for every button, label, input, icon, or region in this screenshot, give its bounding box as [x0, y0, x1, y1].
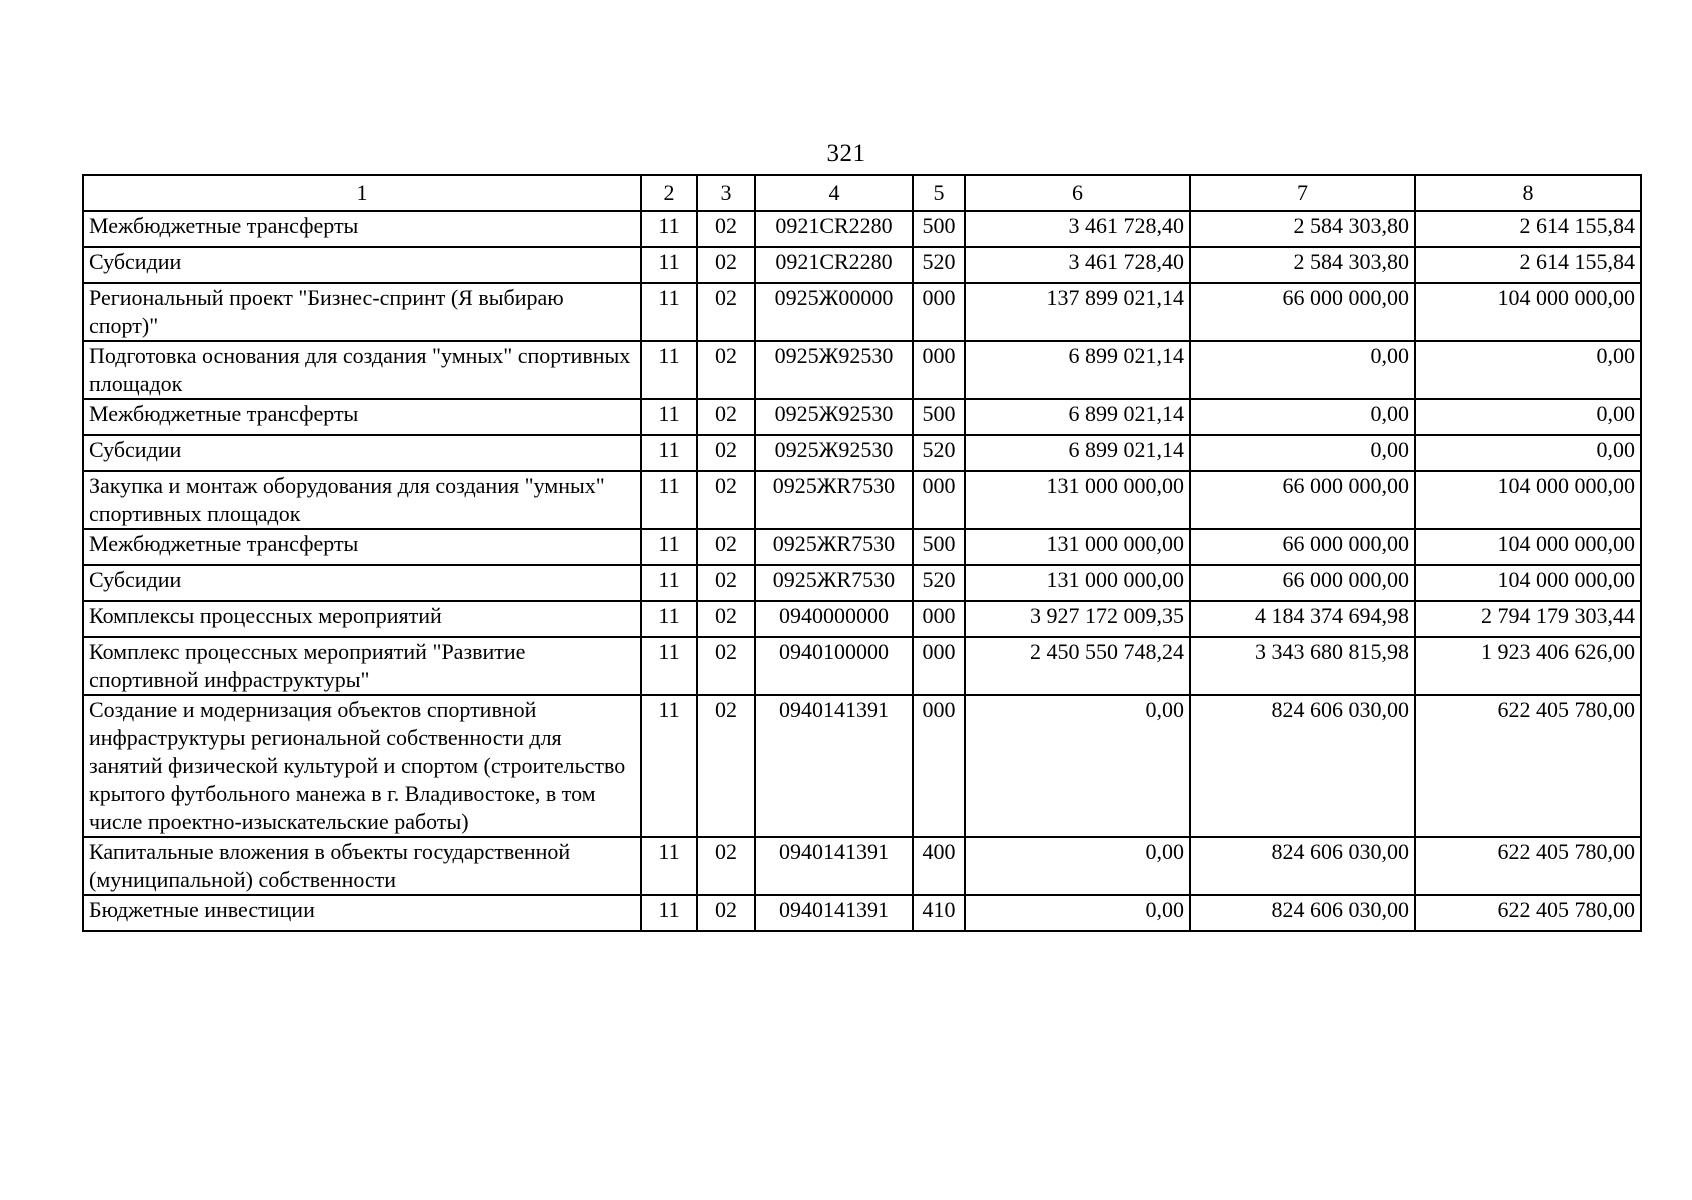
cell-subsection: 02 [697, 565, 755, 601]
cell-amount-col6: 2 450 550 748,24 [965, 637, 1190, 695]
cell-section: 11 [641, 247, 697, 283]
cell-subsection: 02 [697, 211, 755, 247]
cell-amount-col7: 0,00 [1190, 435, 1415, 471]
cell-amount-col6: 131 000 000,00 [965, 565, 1190, 601]
table-row [83, 471, 1641, 529]
cell-amount-col8: 622 405 780,00 [1415, 695, 1641, 837]
cell-target-code: 0940000000 [755, 601, 913, 637]
cell-target-code: 0925Ж92530 [755, 435, 913, 471]
table-row [83, 637, 1641, 695]
cell-amount-col8: 2 614 155,84 [1415, 211, 1641, 247]
cell-target-code: 0925ЖR7530 [755, 529, 913, 565]
cell-expense-type: 000 [913, 341, 965, 399]
column-header: 4 [755, 175, 913, 211]
cell-name: Межбюджетные трансферты [83, 529, 641, 565]
cell-amount-col8: 622 405 780,00 [1415, 895, 1641, 931]
cell-expense-type: 000 [913, 637, 965, 695]
cell-amount-col8: 622 405 780,00 [1415, 837, 1641, 895]
cell-amount-col7: 824 606 030,00 [1190, 837, 1415, 895]
cell-amount-col7: 66 000 000,00 [1190, 283, 1415, 341]
cell-name: Комплексы процессных мероприятий [83, 601, 641, 637]
cell-subsection: 02 [697, 529, 755, 565]
cell-amount-col6: 3 927 172 009,35 [965, 601, 1190, 637]
table-row [83, 435, 1641, 471]
cell-section: 11 [641, 211, 697, 247]
cell-amount-col7: 2 584 303,80 [1190, 247, 1415, 283]
table-body [83, 211, 1641, 931]
cell-amount-col7: 66 000 000,00 [1190, 471, 1415, 529]
cell-amount-col6: 131 000 000,00 [965, 529, 1190, 565]
cell-target-code: 0940141391 [755, 895, 913, 931]
cell-amount-col8: 104 000 000,00 [1415, 529, 1641, 565]
cell-name: Субсидии [83, 247, 641, 283]
cell-section: 11 [641, 529, 697, 565]
cell-amount-col8: 104 000 000,00 [1415, 565, 1641, 601]
cell-amount-col7: 66 000 000,00 [1190, 565, 1415, 601]
cell-target-code: 0921CR2280 [755, 247, 913, 283]
cell-expense-type: 000 [913, 695, 965, 837]
table-row [83, 341, 1641, 399]
cell-amount-col8: 104 000 000,00 [1415, 471, 1641, 529]
cell-subsection: 02 [697, 637, 755, 695]
cell-target-code: 0925Ж92530 [755, 399, 913, 435]
cell-section: 11 [641, 283, 697, 341]
cell-amount-col8: 0,00 [1415, 341, 1641, 399]
cell-name: Субсидии [83, 565, 641, 601]
cell-target-code: 0940141391 [755, 695, 913, 837]
cell-name: Капитальные вложения в объекты государственной (муниципальной) собственности [83, 837, 641, 895]
cell-subsection: 02 [697, 695, 755, 837]
cell-section: 11 [641, 435, 697, 471]
cell-amount-col7: 824 606 030,00 [1190, 895, 1415, 931]
cell-name: Создание и модернизация объектов спортивной инфраструктуры региональной собственности для занятий физической культурой и спортом (строительство крытого футбольного манежа в г. Владивостоке, в том числе проектно-изыскательские работы) [83, 695, 641, 837]
cell-amount-col7: 66 000 000,00 [1190, 529, 1415, 565]
column-header: 3 [697, 175, 755, 211]
cell-name: Межбюджетные трансферты [83, 399, 641, 435]
cell-amount-col7: 2 584 303,80 [1190, 211, 1415, 247]
table-row [83, 283, 1641, 341]
cell-amount-col8: 0,00 [1415, 399, 1641, 435]
cell-subsection: 02 [697, 837, 755, 895]
cell-target-code: 0921CR2280 [755, 211, 913, 247]
cell-section: 11 [641, 471, 697, 529]
table-row [83, 247, 1641, 283]
cell-amount-col6: 137 899 021,14 [965, 283, 1190, 341]
cell-target-code: 0925Ж00000 [755, 283, 913, 341]
cell-amount-col6: 3 461 728,40 [965, 247, 1190, 283]
cell-target-code: 0940141391 [755, 837, 913, 895]
cell-subsection: 02 [697, 601, 755, 637]
cell-name: Субсидии [83, 435, 641, 471]
cell-name: Подготовка основания для создания "умных" спортивных площадок [83, 341, 641, 399]
table-row [83, 399, 1641, 435]
cell-amount-col6: 0,00 [965, 837, 1190, 895]
budget-table [82, 174, 1642, 932]
cell-section: 11 [641, 695, 697, 837]
cell-expense-type: 500 [913, 211, 965, 247]
cell-name: Комплекс процессных мероприятий "Развитие спортивной инфраструктуры" [83, 637, 641, 695]
cell-amount-col6: 0,00 [965, 695, 1190, 837]
cell-amount-col8: 2 614 155,84 [1415, 247, 1641, 283]
cell-subsection: 02 [697, 471, 755, 529]
table-header-row [83, 175, 1641, 211]
column-header: 1 [83, 175, 641, 211]
cell-expense-type: 500 [913, 529, 965, 565]
cell-section: 11 [641, 637, 697, 695]
cell-expense-type: 400 [913, 837, 965, 895]
table-row [83, 529, 1641, 565]
cell-target-code: 0925ЖR7530 [755, 565, 913, 601]
cell-name: Закупка и монтаж оборудования для создания "умных" спортивных площадок [83, 471, 641, 529]
cell-name: Региональный проект "Бизнес-спринт (Я выбираю спорт)" [83, 283, 641, 341]
table-row [83, 895, 1641, 931]
column-header: 2 [641, 175, 697, 211]
cell-amount-col7: 0,00 [1190, 399, 1415, 435]
cell-amount-col8: 1 923 406 626,00 [1415, 637, 1641, 695]
column-header: 5 [913, 175, 965, 211]
table-row [83, 565, 1641, 601]
cell-expense-type: 000 [913, 601, 965, 637]
cell-subsection: 02 [697, 399, 755, 435]
column-header: 8 [1415, 175, 1641, 211]
cell-subsection: 02 [697, 247, 755, 283]
cell-section: 11 [641, 399, 697, 435]
cell-subsection: 02 [697, 435, 755, 471]
table-row [83, 211, 1641, 247]
cell-expense-type: 520 [913, 247, 965, 283]
cell-amount-col6: 6 899 021,14 [965, 399, 1190, 435]
column-header: 7 [1190, 175, 1415, 211]
cell-subsection: 02 [697, 895, 755, 931]
cell-name: Межбюджетные трансферты [83, 211, 641, 247]
cell-amount-col8: 2 794 179 303,44 [1415, 601, 1641, 637]
cell-subsection: 02 [697, 283, 755, 341]
cell-section: 11 [641, 565, 697, 601]
cell-amount-col7: 3 343 680 815,98 [1190, 637, 1415, 695]
table-row [83, 695, 1641, 837]
cell-section: 11 [641, 837, 697, 895]
cell-amount-col8: 104 000 000,00 [1415, 283, 1641, 341]
page-number: 321 [826, 140, 866, 167]
table-row [83, 601, 1641, 637]
cell-amount-col7: 0,00 [1190, 341, 1415, 399]
cell-amount-col6: 6 899 021,14 [965, 341, 1190, 399]
cell-target-code: 0940100000 [755, 637, 913, 695]
cell-expense-type: 520 [913, 435, 965, 471]
column-header: 6 [965, 175, 1190, 211]
cell-amount-col6: 131 000 000,00 [965, 471, 1190, 529]
cell-expense-type: 410 [913, 895, 965, 931]
cell-section: 11 [641, 895, 697, 931]
cell-expense-type: 000 [913, 471, 965, 529]
cell-expense-type: 500 [913, 399, 965, 435]
cell-section: 11 [641, 341, 697, 399]
cell-amount-col6: 6 899 021,14 [965, 435, 1190, 471]
table-row [83, 837, 1641, 895]
cell-section: 11 [641, 601, 697, 637]
cell-amount-col6: 3 461 728,40 [965, 211, 1190, 247]
cell-amount-col6: 0,00 [965, 895, 1190, 931]
cell-amount-col7: 4 184 374 694,98 [1190, 601, 1415, 637]
cell-amount-col7: 824 606 030,00 [1190, 695, 1415, 837]
cell-amount-col8: 0,00 [1415, 435, 1641, 471]
cell-name: Бюджетные инвестиции [83, 895, 641, 931]
cell-target-code: 0925Ж92530 [755, 341, 913, 399]
cell-subsection: 02 [697, 341, 755, 399]
cell-expense-type: 520 [913, 565, 965, 601]
cell-expense-type: 000 [913, 283, 965, 341]
cell-target-code: 0925ЖR7530 [755, 471, 913, 529]
